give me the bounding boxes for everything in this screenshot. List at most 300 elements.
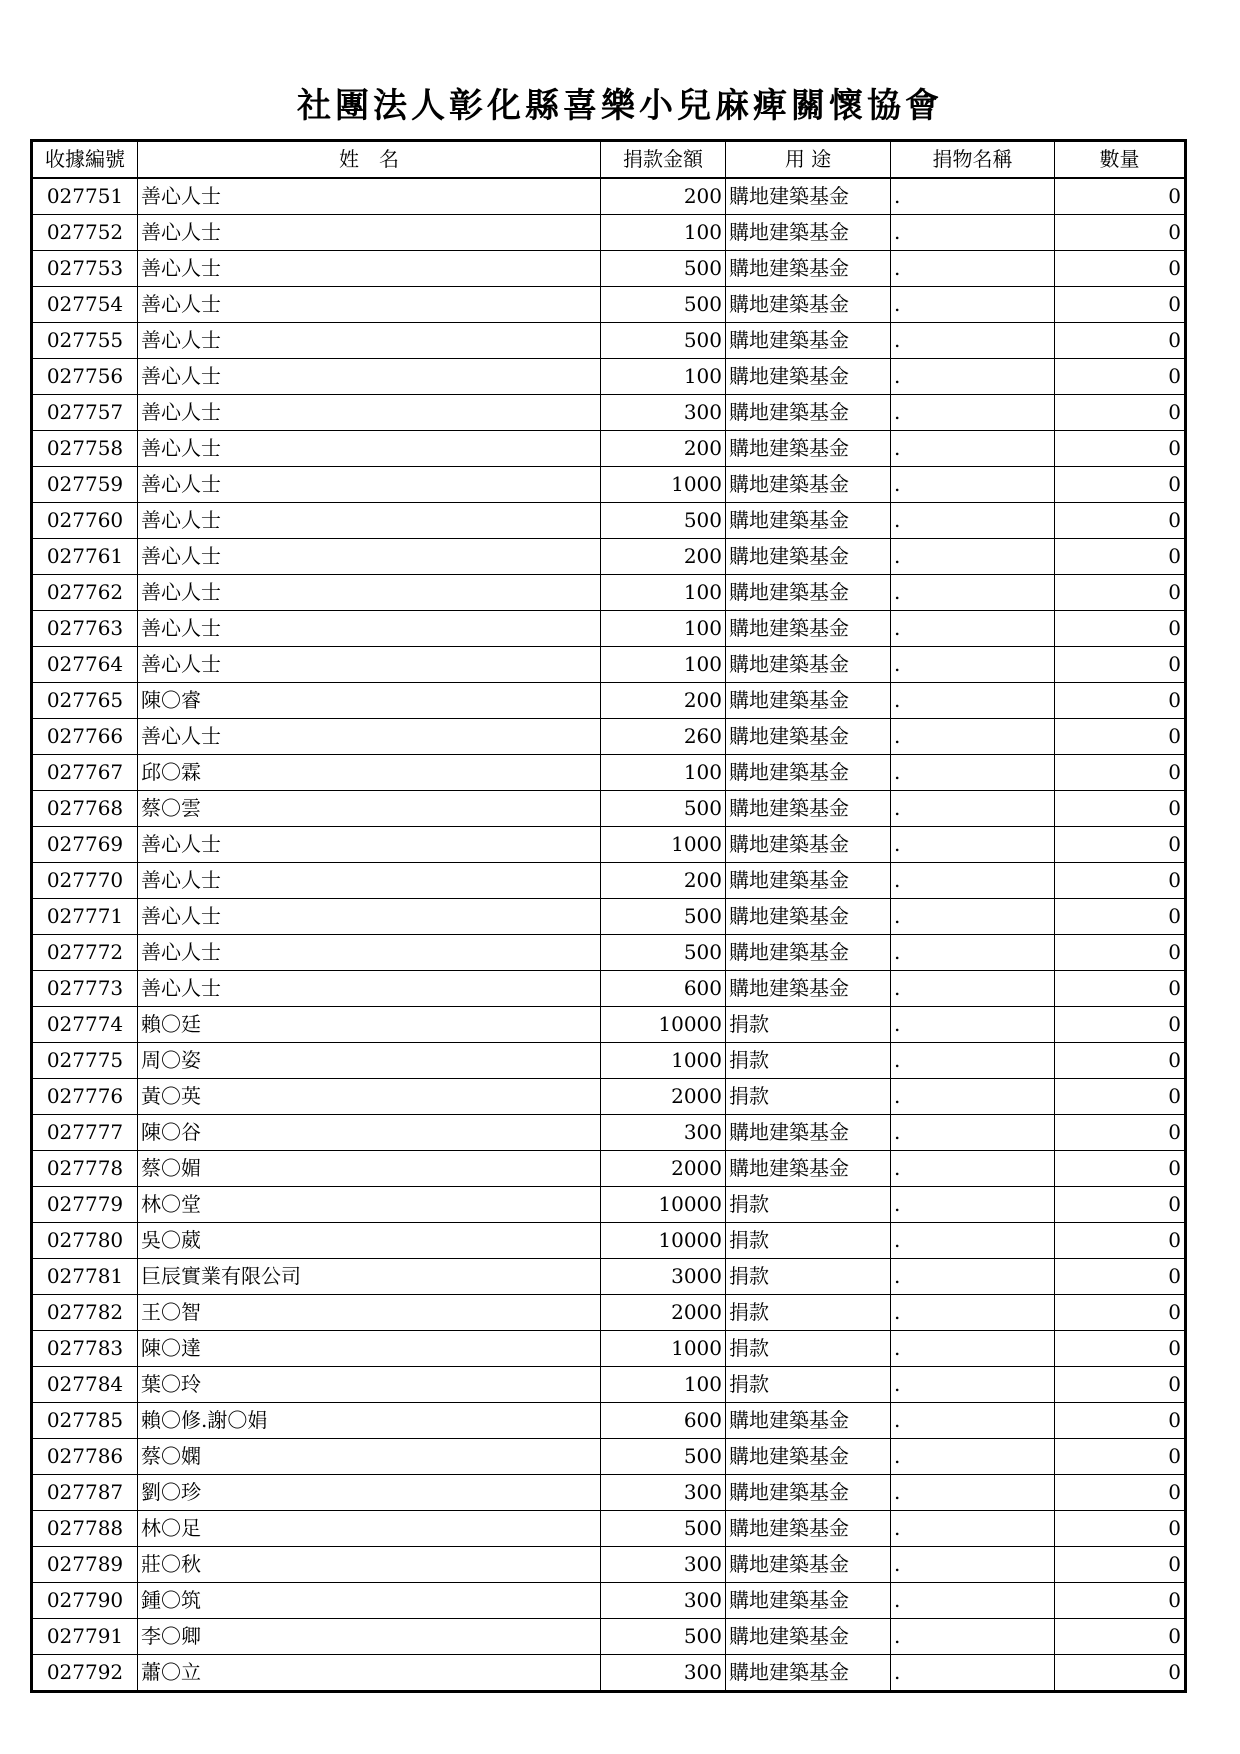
table-row [32, 899, 1186, 935]
quantity-cell: 0 [1055, 1259, 1186, 1295]
donor-name-cell: 周〇姿 [138, 1043, 601, 1079]
receipt-no-cell: 027790 [32, 1583, 138, 1619]
table-row [32, 1439, 1186, 1475]
donation-table [30, 139, 1187, 1693]
amount-cell: 2000 [601, 1079, 726, 1115]
quantity-cell: 0 [1055, 1079, 1186, 1115]
amount-cell: 600 [601, 1403, 726, 1439]
item-name-cell: . [891, 215, 1055, 251]
donor-name-cell: 善心人士 [138, 178, 601, 215]
amount-cell: 10000 [601, 1223, 726, 1259]
receipt-no-cell: 027767 [32, 755, 138, 791]
amount-cell: 500 [601, 287, 726, 323]
receipt-no-cell: 027782 [32, 1295, 138, 1331]
amount-cell: 500 [601, 899, 726, 935]
quantity-cell: 0 [1055, 1619, 1186, 1655]
use-cell: 購地建築基金 [726, 863, 891, 899]
amount-cell: 300 [601, 1547, 726, 1583]
quantity-cell: 0 [1055, 178, 1186, 215]
receipt-no-cell: 027785 [32, 1403, 138, 1439]
amount-cell: 1000 [601, 1043, 726, 1079]
item-name-cell: . [891, 1151, 1055, 1187]
use-cell: 捐款 [726, 1187, 891, 1223]
quantity-cell: 0 [1055, 1115, 1186, 1151]
column-header-quantity: 數量 [1055, 141, 1186, 179]
donor-name-cell: 蔡〇媚 [138, 1151, 601, 1187]
item-name-cell: . [891, 791, 1055, 827]
receipt-no-cell: 027788 [32, 1511, 138, 1547]
item-name-cell: . [891, 503, 1055, 539]
amount-cell: 200 [601, 539, 726, 575]
use-cell: 捐款 [726, 1295, 891, 1331]
receipt-no-cell: 027758 [32, 431, 138, 467]
item-name-cell: . [891, 1295, 1055, 1331]
table-row [32, 1403, 1186, 1439]
receipt-no-cell: 027771 [32, 899, 138, 935]
amount-cell: 100 [601, 359, 726, 395]
use-cell: 購地建築基金 [726, 827, 891, 863]
donor-name-cell: 善心人士 [138, 575, 601, 611]
table-row [32, 1115, 1186, 1151]
donor-name-cell: 蔡〇雲 [138, 791, 601, 827]
quantity-cell: 0 [1055, 575, 1186, 611]
use-cell: 購地建築基金 [726, 755, 891, 791]
table-row [32, 827, 1186, 863]
quantity-cell: 0 [1055, 323, 1186, 359]
quantity-cell: 0 [1055, 287, 1186, 323]
receipt-no-cell: 027777 [32, 1115, 138, 1151]
donor-name-cell: 邱〇霖 [138, 755, 601, 791]
table-row [32, 1043, 1186, 1079]
amount-cell: 500 [601, 251, 726, 287]
donor-name-cell: 善心人士 [138, 719, 601, 755]
table-row [32, 178, 1186, 215]
table-row [32, 935, 1186, 971]
column-header-use: 用 途 [726, 141, 891, 179]
receipt-no-cell: 027754 [32, 287, 138, 323]
item-name-cell: . [891, 1583, 1055, 1619]
use-cell: 購地建築基金 [726, 1511, 891, 1547]
item-name-cell: . [891, 323, 1055, 359]
donor-name-cell: 善心人士 [138, 899, 601, 935]
quantity-cell: 0 [1055, 1439, 1186, 1475]
table-row [32, 287, 1186, 323]
table-row [32, 1619, 1186, 1655]
donor-name-cell: 鍾〇筑 [138, 1583, 601, 1619]
receipt-no-cell: 027760 [32, 503, 138, 539]
item-name-cell: . [891, 251, 1055, 287]
item-name-cell: . [891, 1403, 1055, 1439]
donor-name-cell: 莊〇秋 [138, 1547, 601, 1583]
receipt-no-cell: 027778 [32, 1151, 138, 1187]
item-name-cell: . [891, 863, 1055, 899]
table-row [32, 1007, 1186, 1043]
amount-cell: 500 [601, 1619, 726, 1655]
receipt-no-cell: 027759 [32, 467, 138, 503]
table-row [32, 1547, 1186, 1583]
receipt-no-cell: 027784 [32, 1367, 138, 1403]
table-row [32, 1655, 1186, 1692]
donor-name-cell: 王〇智 [138, 1295, 601, 1331]
receipt-no-cell: 027769 [32, 827, 138, 863]
quantity-cell: 0 [1055, 1655, 1186, 1692]
amount-cell: 500 [601, 1439, 726, 1475]
quantity-cell: 0 [1055, 1583, 1186, 1619]
use-cell: 捐款 [726, 1079, 891, 1115]
receipt-no-cell: 027792 [32, 1655, 138, 1692]
amount-cell: 100 [601, 647, 726, 683]
quantity-cell: 0 [1055, 1367, 1186, 1403]
item-name-cell: . [891, 431, 1055, 467]
amount-cell: 100 [601, 1367, 726, 1403]
use-cell: 購地建築基金 [726, 575, 891, 611]
item-name-cell: . [891, 1619, 1055, 1655]
receipt-no-cell: 027752 [32, 215, 138, 251]
item-name-cell: . [891, 827, 1055, 863]
item-name-cell: . [891, 1547, 1055, 1583]
donor-name-cell: 善心人士 [138, 251, 601, 287]
donor-name-cell: 善心人士 [138, 215, 601, 251]
amount-cell: 100 [601, 575, 726, 611]
table-row [32, 1259, 1186, 1295]
item-name-cell: . [891, 647, 1055, 683]
receipt-no-cell: 027753 [32, 251, 138, 287]
quantity-cell: 0 [1055, 935, 1186, 971]
amount-cell: 2000 [601, 1151, 726, 1187]
amount-cell: 100 [601, 215, 726, 251]
amount-cell: 1000 [601, 467, 726, 503]
quantity-cell: 0 [1055, 359, 1186, 395]
table-row [32, 395, 1186, 431]
table-row [32, 755, 1186, 791]
use-cell: 購地建築基金 [726, 935, 891, 971]
table-row [32, 611, 1186, 647]
item-name-cell: . [891, 1655, 1055, 1692]
donor-name-cell: 善心人士 [138, 863, 601, 899]
table-row [32, 1187, 1186, 1223]
item-name-cell: . [891, 467, 1055, 503]
quantity-cell: 0 [1055, 683, 1186, 719]
amount-cell: 100 [601, 611, 726, 647]
quantity-cell: 0 [1055, 1295, 1186, 1331]
donor-name-cell: 善心人士 [138, 611, 601, 647]
table-header-row [32, 141, 1186, 179]
donor-name-cell: 葉〇玲 [138, 1367, 601, 1403]
receipt-no-cell: 027768 [32, 791, 138, 827]
use-cell: 購地建築基金 [726, 899, 891, 935]
table-body [32, 178, 1186, 1692]
item-name-cell: . [891, 539, 1055, 575]
quantity-cell: 0 [1055, 215, 1186, 251]
donor-name-cell: 善心人士 [138, 359, 601, 395]
receipt-no-cell: 027786 [32, 1439, 138, 1475]
receipt-no-cell: 027774 [32, 1007, 138, 1043]
amount-cell: 300 [601, 1115, 726, 1151]
receipt-no-cell: 027787 [32, 1475, 138, 1511]
receipt-no-cell: 027783 [32, 1331, 138, 1367]
use-cell: 購地建築基金 [726, 971, 891, 1007]
quantity-cell: 0 [1055, 899, 1186, 935]
table-row [32, 683, 1186, 719]
amount-cell: 300 [601, 1583, 726, 1619]
use-cell: 購地建築基金 [726, 539, 891, 575]
use-cell: 購地建築基金 [726, 1619, 891, 1655]
quantity-cell: 0 [1055, 719, 1186, 755]
use-cell: 購地建築基金 [726, 1151, 891, 1187]
item-name-cell: . [891, 359, 1055, 395]
amount-cell: 200 [601, 178, 726, 215]
table-row [32, 1367, 1186, 1403]
use-cell: 購地建築基金 [726, 323, 891, 359]
use-cell: 購地建築基金 [726, 1115, 891, 1151]
table-row [32, 323, 1186, 359]
amount-cell: 200 [601, 863, 726, 899]
use-cell: 購地建築基金 [726, 215, 891, 251]
use-cell: 購地建築基金 [726, 719, 891, 755]
donor-name-cell: 黃〇英 [138, 1079, 601, 1115]
item-name-cell: . [891, 1439, 1055, 1475]
amount-cell: 10000 [601, 1007, 726, 1043]
use-cell: 購地建築基金 [726, 683, 891, 719]
donor-name-cell: 林〇足 [138, 1511, 601, 1547]
amount-cell: 500 [601, 1511, 726, 1547]
use-cell: 捐款 [726, 1367, 891, 1403]
quantity-cell: 0 [1055, 1547, 1186, 1583]
table-row [32, 971, 1186, 1007]
table-row [32, 215, 1186, 251]
use-cell: 購地建築基金 [726, 647, 891, 683]
column-header-receipt-no: 收據編號 [32, 141, 138, 179]
table-row [32, 863, 1186, 899]
item-name-cell: . [891, 899, 1055, 935]
use-cell: 購地建築基金 [726, 359, 891, 395]
table-row [32, 503, 1186, 539]
use-cell: 購地建築基金 [726, 251, 891, 287]
item-name-cell: . [891, 575, 1055, 611]
use-cell: 捐款 [726, 1007, 891, 1043]
donor-name-cell: 善心人士 [138, 287, 601, 323]
table-row [32, 791, 1186, 827]
quantity-cell: 0 [1055, 1151, 1186, 1187]
use-cell: 購地建築基金 [726, 431, 891, 467]
table-row [32, 1511, 1186, 1547]
amount-cell: 200 [601, 683, 726, 719]
item-name-cell: . [891, 395, 1055, 431]
quantity-cell: 0 [1055, 503, 1186, 539]
quantity-cell: 0 [1055, 1403, 1186, 1439]
amount-cell: 260 [601, 719, 726, 755]
receipt-no-cell: 027762 [32, 575, 138, 611]
item-name-cell: . [891, 1007, 1055, 1043]
quantity-cell: 0 [1055, 431, 1186, 467]
amount-cell: 3000 [601, 1259, 726, 1295]
item-name-cell: . [891, 1511, 1055, 1547]
use-cell: 捐款 [726, 1259, 891, 1295]
item-name-cell: . [891, 1079, 1055, 1115]
donor-name-cell: 善心人士 [138, 467, 601, 503]
donor-name-cell: 善心人士 [138, 539, 601, 575]
receipt-no-cell: 027761 [32, 539, 138, 575]
donor-name-cell: 善心人士 [138, 647, 601, 683]
table-row [32, 575, 1186, 611]
use-cell: 購地建築基金 [726, 395, 891, 431]
quantity-cell: 0 [1055, 395, 1186, 431]
quantity-cell: 0 [1055, 1043, 1186, 1079]
donor-name-cell: 劉〇珍 [138, 1475, 601, 1511]
item-name-cell: . [891, 1367, 1055, 1403]
quantity-cell: 0 [1055, 827, 1186, 863]
quantity-cell: 0 [1055, 1223, 1186, 1259]
table-row [32, 1151, 1186, 1187]
receipt-no-cell: 027770 [32, 863, 138, 899]
table-row [32, 251, 1186, 287]
donor-name-cell: 賴〇修.謝〇娟 [138, 1403, 601, 1439]
amount-cell: 100 [601, 755, 726, 791]
table-row [32, 1331, 1186, 1367]
use-cell: 捐款 [726, 1331, 891, 1367]
item-name-cell: . [891, 178, 1055, 215]
amount-cell: 500 [601, 323, 726, 359]
use-cell: 購地建築基金 [726, 467, 891, 503]
donor-name-cell: 善心人士 [138, 395, 601, 431]
column-header-item-name: 捐物名稱 [891, 141, 1055, 179]
item-name-cell: . [891, 1187, 1055, 1223]
quantity-cell: 0 [1055, 863, 1186, 899]
table-row [32, 719, 1186, 755]
amount-cell: 600 [601, 971, 726, 1007]
donor-name-cell: 蕭〇立 [138, 1655, 601, 1692]
item-name-cell: . [891, 1115, 1055, 1151]
amount-cell: 300 [601, 1475, 726, 1511]
receipt-no-cell: 027779 [32, 1187, 138, 1223]
donor-name-cell: 林〇堂 [138, 1187, 601, 1223]
donor-name-cell: 陳〇達 [138, 1331, 601, 1367]
amount-cell: 1000 [601, 1331, 726, 1367]
receipt-no-cell: 027772 [32, 935, 138, 971]
amount-cell: 10000 [601, 1187, 726, 1223]
column-header-amount: 捐款金額 [601, 141, 726, 179]
use-cell: 購地建築基金 [726, 287, 891, 323]
item-name-cell: . [891, 683, 1055, 719]
quantity-cell: 0 [1055, 971, 1186, 1007]
donor-name-cell: 陳〇睿 [138, 683, 601, 719]
table-row [32, 1583, 1186, 1619]
item-name-cell: . [891, 755, 1055, 791]
table-row [32, 647, 1186, 683]
receipt-no-cell: 027791 [32, 1619, 138, 1655]
use-cell: 捐款 [726, 1223, 891, 1259]
quantity-cell: 0 [1055, 1331, 1186, 1367]
quantity-cell: 0 [1055, 647, 1186, 683]
donor-name-cell: 善心人士 [138, 503, 601, 539]
use-cell: 購地建築基金 [726, 1403, 891, 1439]
donor-name-cell: 善心人士 [138, 935, 601, 971]
item-name-cell: . [891, 1475, 1055, 1511]
item-name-cell: . [891, 971, 1055, 1007]
donor-name-cell: 善心人士 [138, 323, 601, 359]
receipt-no-cell: 027789 [32, 1547, 138, 1583]
donor-name-cell: 李〇卿 [138, 1619, 601, 1655]
receipt-no-cell: 027776 [32, 1079, 138, 1115]
item-name-cell: . [891, 287, 1055, 323]
quantity-cell: 0 [1055, 1187, 1186, 1223]
receipt-no-cell: 027766 [32, 719, 138, 755]
table-row [32, 1079, 1186, 1115]
amount-cell: 300 [601, 395, 726, 431]
donor-name-cell: 善心人士 [138, 827, 601, 863]
quantity-cell: 0 [1055, 539, 1186, 575]
donor-name-cell: 善心人士 [138, 431, 601, 467]
use-cell: 購地建築基金 [726, 1655, 891, 1692]
receipt-no-cell: 027763 [32, 611, 138, 647]
use-cell: 購地建築基金 [726, 1547, 891, 1583]
use-cell: 購地建築基金 [726, 1475, 891, 1511]
use-cell: 購地建築基金 [726, 1583, 891, 1619]
amount-cell: 300 [601, 1655, 726, 1692]
receipt-no-cell: 027755 [32, 323, 138, 359]
receipt-no-cell: 027781 [32, 1259, 138, 1295]
receipt-no-cell: 027773 [32, 971, 138, 1007]
quantity-cell: 0 [1055, 1007, 1186, 1043]
page-title: 社團法人彰化縣喜樂小兒麻痺關懷協會 [297, 86, 943, 126]
donor-name-cell: 蔡〇嫻 [138, 1439, 601, 1475]
use-cell: 購地建築基金 [726, 791, 891, 827]
table-row [32, 1475, 1186, 1511]
item-name-cell: . [891, 935, 1055, 971]
use-cell: 購地建築基金 [726, 503, 891, 539]
amount-cell: 500 [601, 503, 726, 539]
item-name-cell: . [891, 1223, 1055, 1259]
item-name-cell: . [891, 1259, 1055, 1295]
use-cell: 購地建築基金 [726, 178, 891, 215]
use-cell: 捐款 [726, 1043, 891, 1079]
receipt-no-cell: 027765 [32, 683, 138, 719]
receipt-no-cell: 027756 [32, 359, 138, 395]
item-name-cell: . [891, 611, 1055, 647]
quantity-cell: 0 [1055, 791, 1186, 827]
quantity-cell: 0 [1055, 467, 1186, 503]
amount-cell: 500 [601, 791, 726, 827]
table-row [32, 467, 1186, 503]
table-row [32, 1223, 1186, 1259]
amount-cell: 2000 [601, 1295, 726, 1331]
quantity-cell: 0 [1055, 1475, 1186, 1511]
column-header-name: 姓 名 [138, 141, 601, 179]
donor-name-cell: 陳〇谷 [138, 1115, 601, 1151]
receipt-no-cell: 027757 [32, 395, 138, 431]
use-cell: 購地建築基金 [726, 1439, 891, 1475]
table-row [32, 539, 1186, 575]
quantity-cell: 0 [1055, 1511, 1186, 1547]
item-name-cell: . [891, 1043, 1055, 1079]
receipt-no-cell: 027775 [32, 1043, 138, 1079]
table-row [32, 431, 1186, 467]
item-name-cell: . [891, 719, 1055, 755]
donor-name-cell: 賴〇廷 [138, 1007, 601, 1043]
amount-cell: 1000 [601, 827, 726, 863]
receipt-no-cell: 027780 [32, 1223, 138, 1259]
receipt-no-cell: 027751 [32, 178, 138, 215]
table-row [32, 359, 1186, 395]
donor-name-cell: 巨辰實業有限公司 [138, 1259, 601, 1295]
donor-name-cell: 善心人士 [138, 971, 601, 1007]
quantity-cell: 0 [1055, 611, 1186, 647]
quantity-cell: 0 [1055, 755, 1186, 791]
use-cell: 購地建築基金 [726, 611, 891, 647]
donor-name-cell: 吳〇葳 [138, 1223, 601, 1259]
receipt-no-cell: 027764 [32, 647, 138, 683]
amount-cell: 500 [601, 935, 726, 971]
